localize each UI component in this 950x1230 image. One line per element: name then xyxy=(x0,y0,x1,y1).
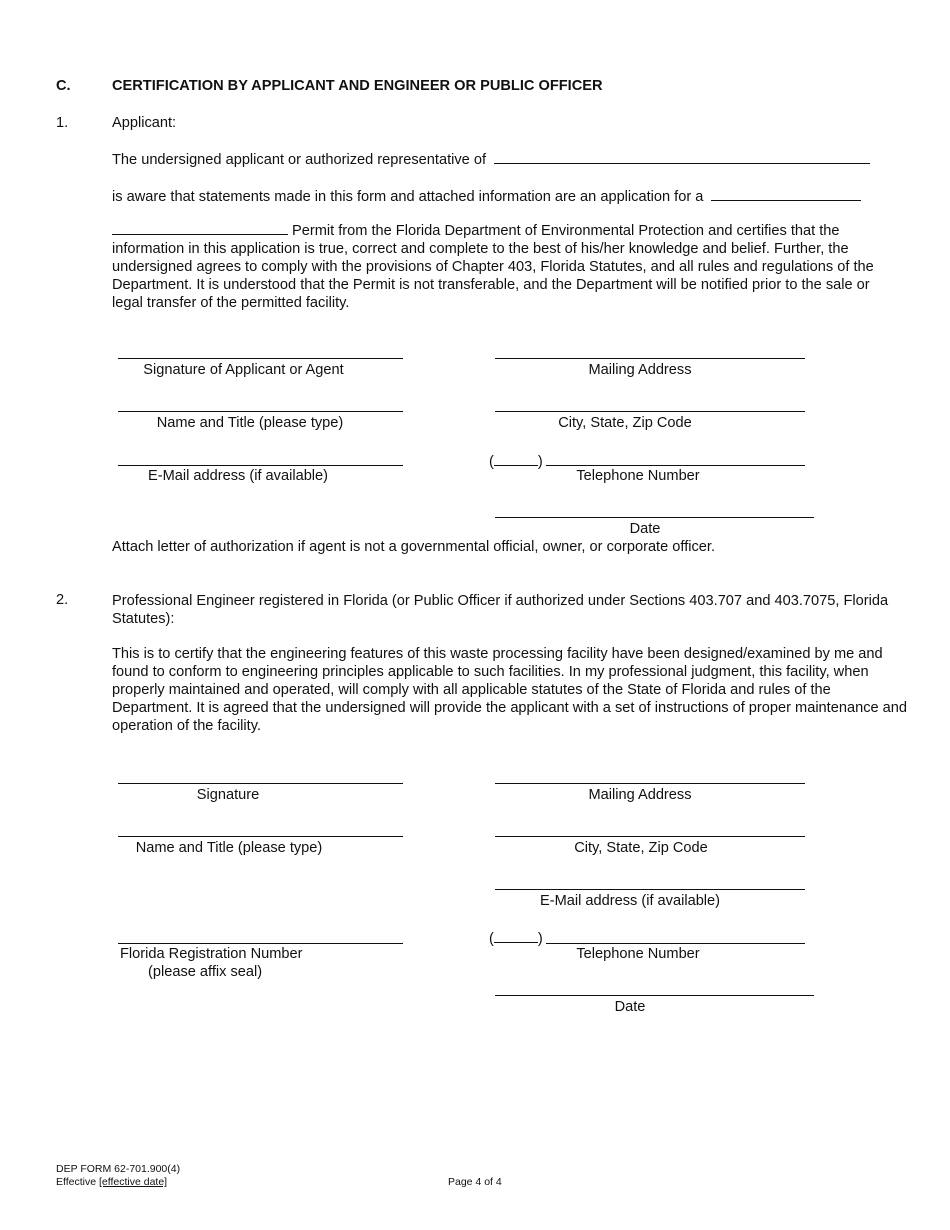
applicant-area-code[interactable]: ( ) xyxy=(489,451,543,470)
footer-effective-date: [effective date] xyxy=(99,1176,168,1188)
engineer-heading: Professional Engineer registered in Florida (or Public Officer if authorized under Sections 403.707 and 403.7075, Florida Statutes): xyxy=(112,593,889,627)
engineer-telephone-line[interactable] xyxy=(546,943,805,944)
section-letter: C. xyxy=(56,78,71,94)
footer-effective xyxy=(56,1176,167,1188)
applicant-signature-label: Signature of Applicant or Agent xyxy=(143,362,344,378)
applicant-heading: Applicant: xyxy=(112,115,177,131)
applicant-line-1-text: The undersigned applicant or authorized representative of xyxy=(112,152,487,168)
footer-form-id: DEP FORM 62-701.900(4) xyxy=(56,1163,181,1175)
engineer-city-state-zip-line[interactable] xyxy=(495,836,805,837)
engineer-name-title-label: Name and Title (please type) xyxy=(135,840,323,856)
applicant-email-label: E-Mail address (if available) xyxy=(147,468,329,484)
engineer-date-label: Date xyxy=(614,999,646,1015)
applicant-city-state-zip-line[interactable] xyxy=(495,411,805,412)
engineer-signature-label: Signature xyxy=(196,787,260,803)
attach-note: Attach letter of authorization if agent is not a governmental official, owner, or corporate officer. xyxy=(112,539,716,555)
applicant-name-title-line[interactable] xyxy=(118,411,403,412)
engineer-number: 2. xyxy=(56,592,69,608)
engineer-city-state-zip-label: City, State, Zip Code xyxy=(574,840,708,856)
applicant-line-1 xyxy=(112,149,870,168)
applicant-line-2 xyxy=(112,186,861,205)
applicant-mailing-address-line[interactable] xyxy=(495,358,805,359)
applicant-paragraph xyxy=(112,220,902,312)
applicant-name-title-label: Name and Title (please type) xyxy=(156,415,344,431)
applicant-mailing-address-label: Mailing Address xyxy=(588,362,692,378)
engineer-date-line[interactable] xyxy=(495,995,814,996)
applicant-telephone-label: Telephone Number xyxy=(576,468,700,484)
applicant-date-line[interactable] xyxy=(495,517,814,518)
engineer-email-line[interactable] xyxy=(495,889,805,890)
engineer-area-code[interactable]: ( ) xyxy=(489,928,543,947)
engineer-mailing-address-line[interactable] xyxy=(495,783,805,784)
applicant-telephone-line[interactable] xyxy=(546,465,805,466)
permit-type-field[interactable] xyxy=(112,220,288,235)
applicant-number: 1. xyxy=(56,115,69,131)
representative-of-field[interactable] xyxy=(494,149,870,164)
applicant-email-line[interactable] xyxy=(118,465,403,466)
engineer-name-title-line[interactable] xyxy=(118,836,403,837)
engineer-signature-line[interactable] xyxy=(118,783,403,784)
engineer-paragraph: This is to certify that the engineering features of this waste processing facility have been designed/examined by me and found to conform to engineering principles applicable to such facilities. In my professional judgment, this facility, when properly maintained and operated, will comply with all applicable statutes of the State of Florida and rules of the Department. It is agreed that the undersigned will provide the applicant with a set of instructions of proper maintenance and operation of the facility. xyxy=(112,646,908,734)
applicant-date-label: Date xyxy=(629,521,661,537)
applicant-city-state-zip-label: City, State, Zip Code xyxy=(558,415,692,431)
engineer-mailing-address-label: Mailing Address xyxy=(588,787,692,803)
engineer-seal-note: (please affix seal) xyxy=(148,964,263,980)
footer-effective-prefix: Effective xyxy=(56,1176,97,1188)
section-title: CERTIFICATION BY APPLICANT AND ENGINEER OR PUBLIC OFFICER xyxy=(112,78,603,94)
engineer-email-label: E-Mail address (if available) xyxy=(539,893,721,909)
engineer-telephone-label: Telephone Number xyxy=(576,946,700,962)
applicant-line-2-text: is aware that statements made in this form and attached information are an application for a xyxy=(112,189,704,205)
engineer-registration-line[interactable] xyxy=(118,943,403,944)
applicant-paragraph-text: Permit from the Florida Department of Environmental Protection and certifies that the information in this application is true, correct and complete to the best of his/her knowledge and belief. Further, the undersigned agrees to comply with the provisions of Chapter 403, Florida Statutes, and all rules and regulations of the Department. It is understood that the Permit is not transferable, and the Department will be notified prior to the sale or legal transfer of the permitted facility. xyxy=(112,223,874,311)
application-type-field[interactable] xyxy=(711,186,861,201)
footer-page-number: Page 4 of 4 xyxy=(448,1176,502,1188)
engineer-registration-label: Florida Registration Number xyxy=(120,946,303,962)
applicant-signature-line[interactable] xyxy=(118,358,403,359)
